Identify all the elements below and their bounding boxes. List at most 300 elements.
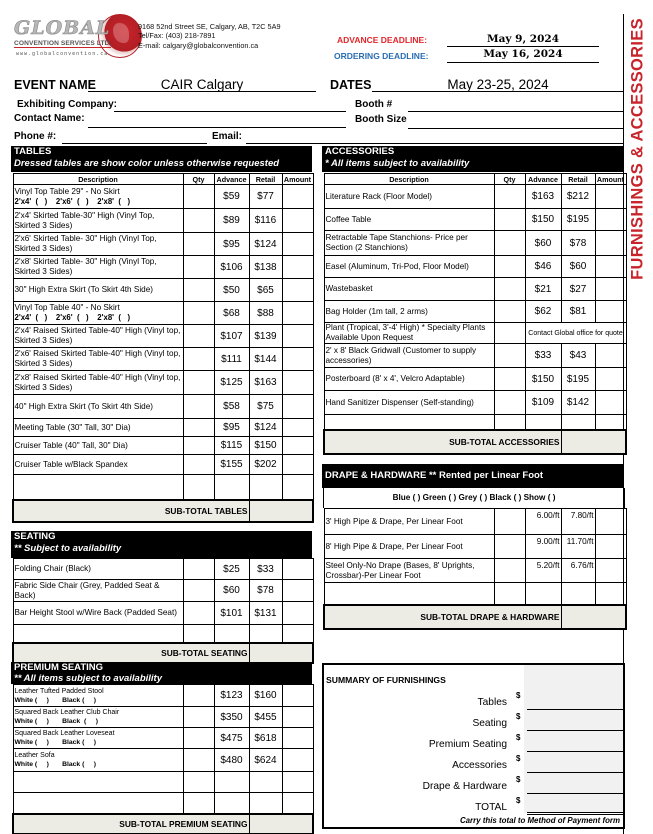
table-row <box>13 749 313 772</box>
summary-row <box>324 794 625 815</box>
qty-cell[interactable] <box>494 344 525 368</box>
item-description <box>324 301 494 323</box>
item-name: Leather Sofa <box>14 752 55 759</box>
item-options[interactable]: White ( ) Black ( ) <box>14 718 98 725</box>
retail-price <box>561 415 595 430</box>
item-name: 8' High Pipe & Drape, Per Linear Foot <box>325 541 463 551</box>
qty-cell[interactable] <box>494 535 525 559</box>
amount-cell[interactable] <box>595 256 626 278</box>
advance-price: $163 <box>525 185 561 209</box>
table-row <box>324 509 626 535</box>
summary-row <box>324 731 625 752</box>
advance-price: $475 <box>214 728 249 749</box>
summary-row <box>324 752 625 773</box>
col-description: Description <box>13 174 183 185</box>
table-row <box>324 209 626 231</box>
qty-cell[interactable] <box>183 475 214 500</box>
item-description <box>324 344 494 368</box>
amount-cell[interactable] <box>595 209 626 231</box>
table-row <box>13 233 313 256</box>
advance-price <box>214 772 249 793</box>
amount-cell[interactable] <box>595 583 626 605</box>
item-description <box>13 302 183 325</box>
summary-title: SUMMARY OF FURNISHINGS <box>326 675 446 685</box>
item-description <box>13 602 183 625</box>
retail-price: $124 <box>249 419 282 437</box>
item-description <box>13 580 183 602</box>
item-name: 3' High Pipe & Drape, Per Linear Foot <box>325 516 463 526</box>
seating-table <box>12 558 314 664</box>
table-row <box>324 278 626 301</box>
retail-price: $75 <box>249 395 282 419</box>
subtotal-tables-label: SUB-TOTAL TABLES <box>13 500 249 522</box>
amount-cell[interactable] <box>282 455 313 475</box>
subtotal-row <box>13 643 313 663</box>
item-name: Easel (Aluminum, Tri-Pod, Floor Model) <box>325 261 469 271</box>
amount-cell[interactable] <box>595 301 626 323</box>
item-description <box>324 368 494 391</box>
item-description <box>324 559 494 583</box>
booth-number-field[interactable] <box>408 98 624 112</box>
summary-amount-field[interactable] <box>527 713 625 731</box>
amount-cell[interactable] <box>282 749 313 772</box>
advance-price: $123 <box>214 685 249 707</box>
col-advance: Advance <box>214 174 249 185</box>
retail-price: $163 <box>249 371 282 395</box>
summary-amount-field[interactable] <box>527 776 625 794</box>
retail-price: $624 <box>249 749 282 772</box>
item-description <box>13 625 183 643</box>
subtotal-row <box>13 500 313 522</box>
qty-cell[interactable] <box>183 371 214 395</box>
item-name: Cruiser Table (40" Tall, 30" Dia) <box>14 440 128 450</box>
item-description <box>13 437 183 455</box>
item-description <box>324 209 494 231</box>
table-row <box>13 559 313 580</box>
amount-cell[interactable] <box>282 580 313 602</box>
amount-cell[interactable] <box>282 793 313 814</box>
price-note: Contact Global office for quote <box>525 323 626 344</box>
col-amount: Amount <box>596 174 625 184</box>
subtotal-seating-label: SUB-TOTAL SEATING <box>13 643 249 663</box>
qty-cell[interactable] <box>494 301 525 323</box>
item-description <box>324 509 494 535</box>
item-name: Leather Tufted Padded Stool <box>14 687 104 695</box>
col-retail: Retail <box>561 174 595 185</box>
amount-cell[interactable] <box>595 509 626 535</box>
exhibiting-company-field[interactable] <box>114 98 346 112</box>
amount-cell[interactable] <box>282 395 313 419</box>
dollar-sign: $ <box>516 775 521 784</box>
amount-cell[interactable] <box>282 419 313 437</box>
col-description: Description <box>324 174 494 185</box>
qty-cell[interactable] <box>494 559 525 583</box>
retail-price: $142 <box>561 391 595 415</box>
advance-price: 5.20/ft <box>525 559 561 583</box>
contact-name-label: Contact Name: <box>14 113 85 124</box>
qty-cell[interactable] <box>494 256 525 278</box>
advance-price: $89 <box>214 209 249 233</box>
premium-seating-title: PREMIUM SEATING <box>14 662 104 673</box>
table-row <box>13 580 313 602</box>
amount-cell[interactable] <box>282 302 313 325</box>
accessories-title: ACCESSORIES <box>325 146 395 157</box>
item-options[interactable]: 2'x4' ( ) 2'x6' ( ) 2'x8' ( ) <box>14 196 131 206</box>
amount-cell[interactable] <box>282 279 313 302</box>
qty-cell[interactable] <box>183 348 214 371</box>
col-amount: Amount <box>283 174 312 184</box>
qty-cell[interactable] <box>494 583 525 605</box>
item-description <box>13 348 183 371</box>
logo-url: www.globalconvention.ca <box>16 51 109 57</box>
qty-cell[interactable] <box>183 233 214 256</box>
summary-label: TOTAL <box>475 802 507 813</box>
amount-cell[interactable] <box>595 278 626 301</box>
table-header-row <box>324 174 626 185</box>
tables-subtitle: Dressed tables are show color unless otherwise requested <box>14 158 280 169</box>
table-row <box>324 301 626 323</box>
retail-price: $138 <box>249 256 282 279</box>
retail-price: $150 <box>249 437 282 455</box>
subtotal-seating-amount[interactable] <box>249 643 313 663</box>
amount-cell[interactable] <box>282 233 313 256</box>
accessories-subtitle: * All items subject to availability <box>325 158 470 169</box>
advance-price <box>525 583 561 605</box>
advance-price: $60 <box>525 231 561 256</box>
qty-cell[interactable] <box>494 231 525 256</box>
col-qty: Qty <box>183 174 214 185</box>
item-options[interactable]: White ( ) Black ( ) <box>14 761 97 768</box>
item-options[interactable]: 2'x4' ( ) 2'x6' ( ) 2'x8' ( ) <box>14 313 131 322</box>
retail-price: $202 <box>249 455 282 475</box>
table-row <box>324 368 626 391</box>
item-description <box>13 209 183 233</box>
advance-price: $62 <box>525 301 561 323</box>
subtotal-premium-seating-label: SUB-TOTAL PREMIUM SEATING <box>13 814 249 834</box>
subtotal-row <box>13 814 313 834</box>
table-row <box>324 344 626 368</box>
amount-cell[interactable] <box>595 559 626 583</box>
table-row <box>13 256 313 279</box>
item-name: 2'x4' Raised Skirted Table-40" High (Vinyl top, Skirted 3 Sides) <box>14 326 181 345</box>
amount-cell[interactable] <box>282 185 313 209</box>
retail-price: $65 <box>249 279 282 302</box>
advance-price: $150 <box>525 368 561 391</box>
qty-cell[interactable] <box>183 625 214 643</box>
table-row <box>13 707 313 728</box>
summary-amount-field[interactable] <box>527 797 625 815</box>
advance-price: $150 <box>525 209 561 231</box>
summary-label: Accessories <box>452 760 507 771</box>
table-row <box>13 185 313 209</box>
item-description <box>324 231 494 256</box>
qty-cell[interactable] <box>183 772 214 793</box>
retail-price: $78 <box>561 231 595 256</box>
advance-price: $50 <box>214 279 249 302</box>
qty-cell[interactable] <box>183 728 214 749</box>
item-description <box>324 323 494 344</box>
summary-label: Drape & Hardware <box>422 781 507 792</box>
qty-cell[interactable] <box>183 437 214 455</box>
item-name: Hand Sanitizer Dispenser (Self-standing) <box>325 397 474 407</box>
table-row <box>13 455 313 475</box>
retail-price: $618 <box>249 728 282 749</box>
table-row <box>13 772 313 793</box>
amount-cell[interactable] <box>595 231 626 256</box>
dollar-sign: $ <box>516 691 521 700</box>
qty-cell[interactable] <box>494 278 525 301</box>
advance-price: $101 <box>214 602 249 625</box>
retail-price: $195 <box>561 368 595 391</box>
item-name: Bag Holder (1m tall, 2 arms) <box>325 306 428 316</box>
booth-size-field[interactable] <box>408 115 624 129</box>
amount-cell[interactable] <box>282 559 313 580</box>
advance-price: 9.00/ft <box>525 535 561 559</box>
dollar-sign: $ <box>516 796 521 805</box>
item-name: 2' x 8' Black Gridwall (Customer to supply accessories) <box>325 345 477 365</box>
tables-section-header <box>11 146 312 172</box>
amount-cell[interactable] <box>595 535 626 559</box>
qty-cell[interactable] <box>183 707 214 728</box>
amount-cell[interactable] <box>282 602 313 625</box>
tables-table <box>12 173 314 523</box>
qty-cell[interactable] <box>183 455 214 475</box>
table-row <box>13 279 313 302</box>
amount-cell[interactable] <box>282 685 313 707</box>
advance-price: $115 <box>214 437 249 455</box>
advance-price: $109 <box>525 391 561 415</box>
advance-price: $107 <box>214 325 249 348</box>
item-description <box>13 475 183 500</box>
qty-cell[interactable] <box>494 323 525 344</box>
advance-price: $106 <box>214 256 249 279</box>
amount-cell[interactable] <box>595 368 626 391</box>
qty-cell[interactable] <box>494 185 525 209</box>
advance-price <box>214 793 249 814</box>
retail-price: $33 <box>249 559 282 580</box>
advance-price <box>214 625 249 643</box>
item-name: 2'x6' Raised Skirted Table-40" High (Vinyl top, Skirted 3 Sides) <box>14 349 181 368</box>
amount-cell[interactable] <box>595 415 626 430</box>
retail-price: $131 <box>249 602 282 625</box>
amount-cell[interactable] <box>282 437 313 455</box>
advance-price: $350 <box>214 707 249 728</box>
retail-price <box>249 793 282 814</box>
item-name: Vinyl Top Table 40" - No Skirt <box>14 303 120 312</box>
item-description <box>324 391 494 415</box>
table-row <box>324 583 626 605</box>
qty-cell[interactable] <box>183 559 214 580</box>
summary-amount-field[interactable] <box>527 734 625 752</box>
table-row <box>13 602 313 625</box>
email-field[interactable] <box>246 130 624 144</box>
qty-cell[interactable] <box>183 302 214 325</box>
amount-cell[interactable] <box>595 391 626 415</box>
amount-cell[interactable] <box>282 728 313 749</box>
advance-price: $95 <box>214 233 249 256</box>
subtotal-accessories-amount[interactable] <box>561 430 626 454</box>
retail-price <box>561 583 595 605</box>
subtotal-accessories-label: SUB-TOTAL ACCESSORIES <box>324 430 561 454</box>
premium-seating-section-header <box>11 662 312 684</box>
amount-cell[interactable] <box>595 344 626 368</box>
retail-price: $212 <box>561 185 595 209</box>
qty-cell[interactable] <box>183 419 214 437</box>
retail-price: $160 <box>249 685 282 707</box>
amount-cell[interactable] <box>282 625 313 643</box>
summary-row <box>324 689 625 710</box>
seating-section-header <box>11 531 312 558</box>
amount-cell[interactable] <box>282 209 313 233</box>
amount-cell[interactable] <box>282 348 313 371</box>
table-row <box>13 728 313 749</box>
advance-price: $60 <box>214 580 249 602</box>
tables-title: TABLES <box>14 146 52 157</box>
item-name: Retractable Tape Stanchions- Price per Section (2 Stanchions) <box>325 233 468 252</box>
phone-label: Phone #: <box>14 131 57 142</box>
retail-price: $455 <box>249 707 282 728</box>
qty-cell[interactable] <box>183 749 214 772</box>
qty-cell[interactable] <box>183 602 214 625</box>
amount-cell[interactable] <box>282 325 313 348</box>
table-row <box>13 625 313 643</box>
retail-price: $81 <box>561 301 595 323</box>
retail-price: $60 <box>561 256 595 278</box>
qty-cell[interactable] <box>494 368 525 391</box>
table-row <box>13 371 313 395</box>
table-row <box>324 415 626 430</box>
item-description <box>13 749 183 772</box>
subtotal-drape-amount[interactable] <box>561 605 626 629</box>
advance-price: $95 <box>214 419 249 437</box>
dollar-sign: $ <box>516 733 521 742</box>
col-retail: Retail <box>249 174 282 185</box>
phone-fax: Tel/Fax: (403) 218-7891 <box>138 31 216 41</box>
event-name-field[interactable]: CAIR Calgary <box>88 78 316 92</box>
qty-cell[interactable] <box>494 391 525 415</box>
advance-price: $68 <box>214 302 249 325</box>
qty-cell[interactable] <box>183 256 214 279</box>
retail-price: $77 <box>249 185 282 209</box>
item-description <box>13 793 183 814</box>
retail-price: $88 <box>249 302 282 325</box>
item-description <box>324 278 494 301</box>
phone-field[interactable] <box>62 130 207 144</box>
booth-size-label: Booth Size <box>355 114 407 125</box>
amount-cell[interactable] <box>282 256 313 279</box>
item-name: 2'x8' Raised Skirted Table-40" High (Vinyl top, Skirted 3 Sides) <box>14 372 181 392</box>
item-description <box>13 685 183 707</box>
summary-amount-field[interactable] <box>527 755 625 773</box>
item-options[interactable]: White ( ) Black ( ) <box>14 696 97 704</box>
qty-cell[interactable] <box>183 793 214 814</box>
table-row <box>13 793 313 814</box>
amount-cell[interactable] <box>282 772 313 793</box>
qty-cell[interactable] <box>494 509 525 535</box>
email-address: E-mail: calgary@globalconvention.ca <box>138 40 259 50</box>
drape-color-options[interactable]: Blue ( ) Green ( ) Grey ( ) Black ( ) Show ( ) <box>323 488 625 508</box>
table-row <box>13 209 313 233</box>
qty-cell[interactable] <box>183 395 214 419</box>
table-row <box>324 559 626 583</box>
premium-seating-table <box>12 684 314 834</box>
item-name: 30" High Extra Skirt (To Skirt 4th Side) <box>14 285 154 294</box>
subtotal-row <box>324 605 626 629</box>
item-name: Squared Back Leather Club Chair <box>14 709 120 716</box>
item-description <box>13 256 183 279</box>
retail-price: $43 <box>561 344 595 368</box>
retail-price: 11.70/ft <box>561 535 595 559</box>
qty-cell[interactable] <box>183 279 214 302</box>
item-name: Wastebasket <box>325 284 373 293</box>
item-description <box>13 185 183 209</box>
company-address <box>138 22 281 50</box>
qty-cell[interactable] <box>183 209 214 233</box>
item-description <box>324 535 494 559</box>
summary-amount-field[interactable] <box>527 692 625 710</box>
advance-deadline-value: May 9, 2024 <box>447 33 599 47</box>
retail-price: 6.76/ft <box>561 559 595 583</box>
subtotal-row <box>324 430 626 454</box>
item-name: Fabric Side Chair (Grey, Padded Seat & Back) <box>14 580 160 600</box>
summary-box <box>322 663 625 829</box>
advance-price: $46 <box>525 256 561 278</box>
premium-seating-subtitle: ** All items subject to availability <box>14 673 163 684</box>
qty-cell[interactable] <box>183 685 214 707</box>
contact-name-field[interactable] <box>88 114 346 128</box>
advance-price: $480 <box>214 749 249 772</box>
advance-price: $59 <box>214 185 249 209</box>
advance-price: $33 <box>525 344 561 368</box>
item-options[interactable]: White ( ) Black ( ) <box>14 739 97 746</box>
advance-price <box>214 475 249 500</box>
qty-cell[interactable] <box>183 580 214 602</box>
subtotal-premium-seating-amount[interactable] <box>249 814 313 834</box>
booth-number-label: Booth # <box>355 99 393 110</box>
item-name: 2'x4' Skirted Table-30" High (Vinyl Top, Skirted 3 Sides) <box>14 210 155 230</box>
amount-cell[interactable] <box>282 475 313 500</box>
summary-label: Seating <box>472 718 507 729</box>
retail-price <box>249 625 282 643</box>
logo-wordmark: GLOBAL <box>14 17 111 39</box>
summary-row <box>324 773 625 794</box>
item-name: 40" High Extra Skirt (To Skirt 4th Side) <box>14 401 154 411</box>
subtotal-tables-amount[interactable] <box>249 500 313 522</box>
item-name: Posterboard (8' x 4', Velcro Adaptable) <box>325 374 465 383</box>
item-description <box>13 707 183 728</box>
table-header-row <box>13 174 313 185</box>
amount-cell[interactable] <box>282 371 313 395</box>
amount-cell[interactable] <box>282 707 313 728</box>
advance-price: $58 <box>214 395 249 419</box>
retail-price: $195 <box>561 209 595 231</box>
item-description <box>324 256 494 278</box>
item-description <box>13 772 183 793</box>
drape-title: DRAPE & HARDWARE ** Rented per Linear Foot <box>325 470 543 481</box>
qty-cell[interactable] <box>494 209 525 231</box>
table-row <box>324 185 626 209</box>
retail-price: $124 <box>249 233 282 256</box>
qty-cell[interactable] <box>183 325 214 348</box>
col-advance: Advance <box>525 174 561 185</box>
qty-cell[interactable] <box>183 185 214 209</box>
company-logo <box>12 14 132 62</box>
table-row <box>324 323 626 344</box>
dates-field[interactable]: May 23-25, 2024 <box>372 78 624 92</box>
table-row <box>13 302 313 325</box>
qty-cell[interactable] <box>494 415 525 430</box>
amount-cell[interactable] <box>595 185 626 209</box>
